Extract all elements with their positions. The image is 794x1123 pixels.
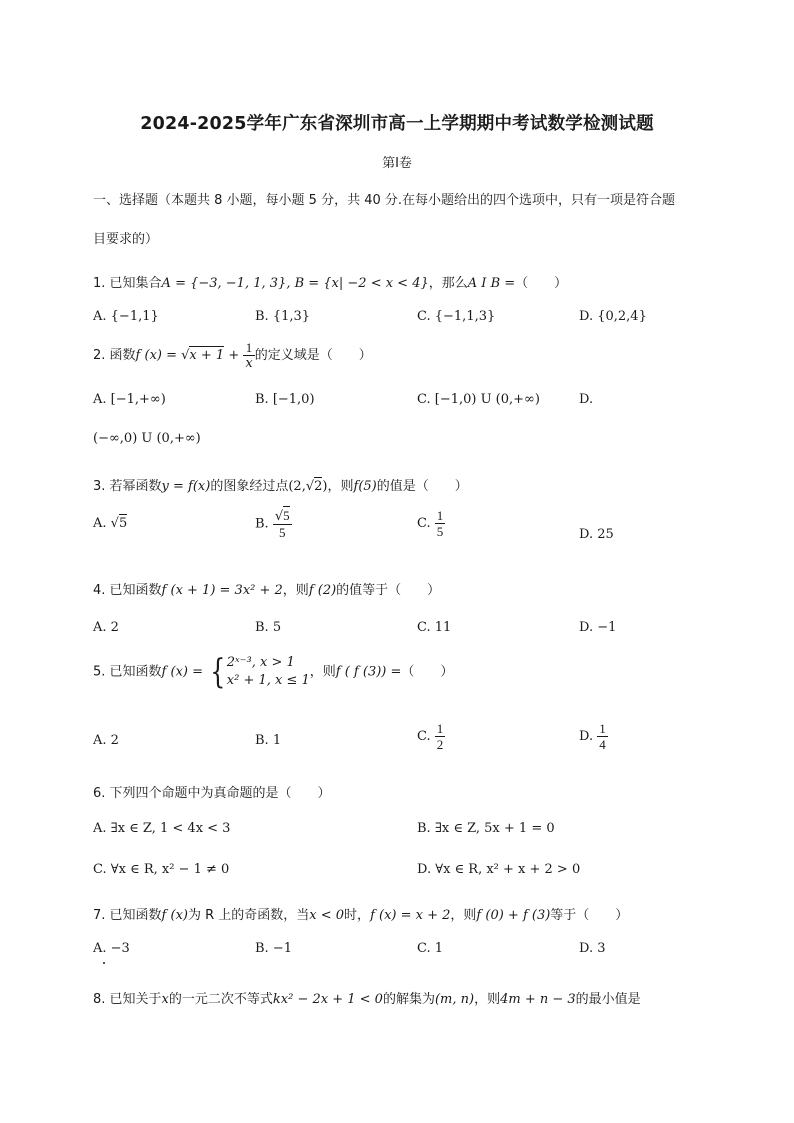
q3-post: 的值是（ ） bbox=[376, 479, 468, 494]
q3-option-a-label: A. bbox=[93, 516, 107, 531]
q5-case-2: x² + 1, x ≤ 1 bbox=[226, 673, 310, 688]
q1-option-b: B. {1,3} bbox=[255, 309, 311, 324]
volume-label: 第I卷 bbox=[382, 156, 412, 171]
q5-prefix: 5. 已知函数 bbox=[93, 664, 162, 680]
q8-mid2: 的解集为 bbox=[382, 992, 435, 1007]
q2-option-d: D. bbox=[579, 392, 594, 407]
q4-prefix: 4. 已知函数 bbox=[93, 583, 162, 598]
document-title: 2024-2025学年广东省深圳市高一上学期期中考试数学检测试题 bbox=[140, 114, 654, 134]
question-4 bbox=[93, 579, 440, 598]
q5-expr: f ( f (3)) = bbox=[335, 664, 402, 680]
q3-point-sqrt: 2 bbox=[314, 479, 323, 494]
q3-option-c-fraction bbox=[435, 508, 446, 539]
q8-set: (m, n) bbox=[434, 992, 475, 1007]
q7-option-a: A. −3 bbox=[93, 941, 130, 956]
q2-option-a: A. [−1,+∞) bbox=[93, 392, 166, 407]
section-instruction-line1: 一、选择题（本题共 8 小题，每小题 5 分，共 40 分.在每小题给出的四个选项中，只有一项是符合题 bbox=[93, 193, 676, 208]
q4-option-b: B. 5 bbox=[255, 620, 282, 635]
q1-prefix: 1. 已知集合 bbox=[93, 276, 162, 291]
q2-post: 的定义域是（ ） bbox=[254, 348, 372, 363]
q7-mid1: 为 R 上的奇函数，当 bbox=[187, 908, 310, 923]
q3-option-a-sqrt: 5 bbox=[118, 516, 128, 531]
q3-option-a: A. √5 bbox=[93, 516, 128, 531]
q8-ineq: kx² − 2x + 1 < 0 bbox=[272, 992, 383, 1007]
q4-post: 的值等于（ ） bbox=[336, 583, 441, 598]
q2-option-d-content: (−∞,0) U (0,+∞) bbox=[93, 431, 201, 446]
q5-option-d bbox=[579, 721, 608, 752]
q5-option-c bbox=[417, 721, 445, 752]
q1-expr: A I B = bbox=[467, 276, 516, 291]
q3-option-c-label: C. bbox=[417, 516, 431, 531]
q1-option-d: D. {0,2,4} bbox=[579, 309, 647, 324]
q5-brace: { bbox=[210, 652, 226, 692]
q5-option-b: B. 1 bbox=[255, 733, 282, 748]
q3-point-b: ) bbox=[322, 479, 328, 494]
q7-prefix: 7. 已知函数 bbox=[93, 908, 162, 923]
q3-prefix: 3. 若幂函数 bbox=[93, 479, 162, 494]
q3-option-b bbox=[255, 508, 292, 540]
q7-option-c: C. 1 bbox=[417, 941, 444, 956]
q5-option-c-label: C. bbox=[417, 729, 431, 744]
question-7 bbox=[93, 904, 628, 923]
q8-post: 的最小值是 bbox=[575, 992, 641, 1007]
q1-post: ，那么 bbox=[428, 276, 468, 291]
q7-expr: f (x) = x + 2 bbox=[370, 908, 451, 923]
q3-option-b-fraction: $\frac{√5}{5}$ bbox=[274, 508, 290, 540]
q4-mid: ，则 bbox=[282, 583, 309, 598]
q3-option-b-label: B. bbox=[255, 516, 269, 532]
q1-set-b: , B = {x| −2 < x < 4} bbox=[286, 276, 429, 291]
q7-func: f (x) bbox=[161, 908, 188, 923]
q5-post: （ ） bbox=[401, 664, 454, 680]
q2-sqrt-arg: x + 1 bbox=[189, 348, 225, 363]
q4-option-a: A. 2 bbox=[93, 620, 119, 635]
q6-option-a: A. ∃x ∈ Z, 1 < 4x < 3 bbox=[93, 821, 231, 836]
stray-dot-mark bbox=[103, 962, 105, 964]
q7-post: 等于（ ） bbox=[550, 908, 629, 923]
q5-option-d-num: 1 bbox=[599, 721, 606, 736]
q6-option-d: D. ∀x ∈ R, x² + x + 2 > 0 bbox=[417, 862, 581, 877]
q7-cond: x < 0 bbox=[309, 908, 345, 923]
q1-option-c: C. {−1,1,3} bbox=[417, 309, 496, 324]
q5-option-c-num: 1 bbox=[436, 721, 444, 736]
q3-point-a: (2, bbox=[288, 479, 306, 494]
q2-frac-num: 1 bbox=[243, 340, 254, 356]
question-2: 2. 函数f (x) = √x + 1 + $\frac{1}{x}$ 的定义域是（ ） bbox=[93, 340, 372, 371]
q5-case-1: 2ˣ⁻³, x > 1 bbox=[226, 655, 295, 670]
section-instruction-line2: 目要求的） bbox=[93, 232, 159, 247]
q5-cases bbox=[227, 654, 310, 690]
q2-prefix: 2. 函数 bbox=[93, 348, 136, 363]
q8-expr: 4m + n − 3 bbox=[500, 992, 576, 1007]
q3-option-b-den: 5 bbox=[278, 525, 286, 540]
q5-option-c-fraction bbox=[435, 721, 446, 752]
q7-mid2: 时， bbox=[344, 908, 371, 923]
q6-option-c: C. ∀x ∈ R, x² − 1 ≠ 0 bbox=[93, 862, 230, 877]
q5-option-a: A. 2 bbox=[93, 733, 119, 748]
q5-option-c-den: 2 bbox=[436, 737, 444, 752]
q2-option-b: B. [−1,0) bbox=[255, 392, 315, 407]
q5-option-d-fraction bbox=[597, 721, 608, 752]
q8-prefix: 8. 已知关于 bbox=[93, 992, 162, 1007]
q4-fval: f (2) bbox=[308, 583, 337, 598]
question-1 bbox=[93, 272, 567, 291]
q1-option-a: A. {−1,1} bbox=[93, 309, 159, 324]
q3-option-d: D. 25 bbox=[579, 527, 614, 542]
q7-expr2: f (0) + f (3) bbox=[476, 908, 551, 923]
q1-set-a: A = {−3, −1, 1, 3} bbox=[161, 276, 287, 291]
question-5 bbox=[93, 654, 453, 690]
q2-fraction bbox=[243, 340, 254, 371]
q4-option-c: C. 11 bbox=[417, 620, 452, 635]
question-6: 6. 下列四个命题中为真命题的是（ ） bbox=[93, 786, 331, 801]
q3-option-c-den: 5 bbox=[436, 524, 444, 539]
q3-option-c bbox=[417, 508, 445, 539]
q2-func: f (x) = bbox=[135, 348, 182, 363]
q5-option-d-label: D. bbox=[579, 729, 594, 744]
q3-fval: f(5) bbox=[353, 479, 377, 494]
q4-option-d: D. −1 bbox=[579, 620, 617, 635]
q3-mid: 的图象经过点 bbox=[210, 479, 289, 494]
q7-option-d: D. 3 bbox=[579, 941, 606, 956]
q5-option-d-den: 4 bbox=[599, 737, 606, 752]
q2-frac-den: x bbox=[245, 356, 253, 371]
q4-expr: f (x + 1) = 3x² + 2 bbox=[161, 583, 283, 598]
q3-option-c-num: 1 bbox=[436, 508, 444, 523]
q2-option-c: C. [−1,0) U (0,+∞) bbox=[417, 392, 540, 407]
q8-mid1: 的一元二次不等式 bbox=[168, 992, 273, 1007]
q1-paren: （ ） bbox=[515, 276, 568, 291]
q6-option-b: B. ∃x ∈ Z, 5x + 1 = 0 bbox=[417, 821, 555, 836]
q3-option-b-num: 5 bbox=[283, 508, 290, 523]
q8-var: x bbox=[161, 992, 169, 1007]
q7-mid3: ，则 bbox=[450, 908, 477, 923]
q7-option-b: B. −1 bbox=[255, 941, 292, 956]
q3-mid2: ，则 bbox=[327, 479, 354, 494]
question-3: 3. 若幂函数y = f(x)的图象经过点(2,√2)，则f(5)的值是（ ） bbox=[93, 479, 468, 494]
question-8 bbox=[93, 988, 641, 1007]
q5-func: f (x) = bbox=[161, 664, 208, 680]
q3-func: y = f(x) bbox=[161, 479, 211, 494]
q2-plus: + bbox=[224, 348, 244, 363]
q8-mid3: ，则 bbox=[474, 992, 501, 1007]
q5-mid: ，则 bbox=[309, 664, 336, 680]
